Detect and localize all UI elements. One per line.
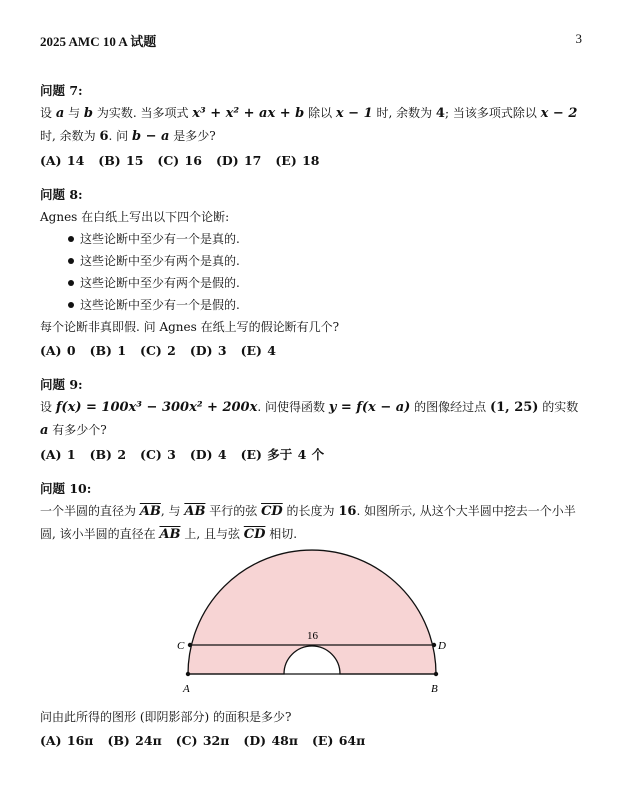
q7-choice-a: (A) 14 bbox=[40, 153, 85, 168]
q10-choice-b: (B) 24π bbox=[107, 733, 162, 748]
q9-choice-d: (D) 4 bbox=[189, 447, 227, 462]
q8-item: 这些论断中至少有两个是假的. bbox=[68, 272, 588, 294]
q8-intro: Agnes 在白纸上写出以下四个论断: bbox=[40, 210, 230, 224]
label-c: C bbox=[177, 640, 185, 652]
q8-item: 这些论断中至少有一个是假的. bbox=[68, 294, 588, 316]
q10-choices bbox=[40, 730, 588, 752]
q8-choices bbox=[40, 340, 588, 362]
label-b: B bbox=[431, 683, 438, 695]
q9-choice-a: (A) 1 bbox=[40, 447, 76, 462]
q10-choice-e: (E) 64π bbox=[312, 733, 366, 748]
q8-item: 这些论断中至少有一个是真的. bbox=[68, 228, 588, 250]
q9-choice-c: (C) 3 bbox=[140, 447, 176, 462]
label-a: A bbox=[183, 683, 190, 695]
chord-length-label: 16 bbox=[307, 630, 318, 642]
point-b bbox=[434, 672, 438, 676]
q9-text: 设 f(x) = 100x³ − 300x² + 200x. 问使得函数 y = f(x − a) 的图像经过点 (1, 25) 的实数 a 有多少个? bbox=[40, 400, 579, 438]
shaded-region bbox=[188, 550, 436, 674]
page-number: 3 bbox=[575, 31, 582, 46]
q8-choice-d: (D) 3 bbox=[189, 343, 227, 358]
q10-choice-c: (C) 32π bbox=[175, 733, 230, 748]
q8-title: 问题 8: bbox=[40, 187, 83, 202]
point-c bbox=[188, 643, 192, 647]
q9-choice-b: (B) 2 bbox=[89, 447, 127, 462]
page-header bbox=[40, 31, 582, 50]
q8-choice-a: (A) 0 bbox=[40, 343, 76, 358]
q10-choice-a: (A) 16π bbox=[40, 733, 94, 748]
q9-choice-e: (E) 多于 4 个 bbox=[240, 447, 325, 462]
q8-choice-b: (B) 1 bbox=[89, 343, 127, 358]
question-7 bbox=[40, 80, 588, 172]
q10-title: 问题 10: bbox=[40, 481, 92, 496]
question-10 bbox=[40, 478, 588, 546]
q10-choice-d: (D) 48π bbox=[243, 733, 298, 748]
q8-item: 这些论断中至少有两个是真的. bbox=[68, 250, 588, 272]
q9-title: 问题 9: bbox=[40, 377, 83, 392]
q8-list bbox=[40, 228, 588, 316]
q8-choice-c: (C) 2 bbox=[140, 343, 176, 358]
question-8 bbox=[40, 184, 588, 362]
q7-choices bbox=[40, 150, 588, 172]
q10-text: 一个半圆的直径为 $\overline{AB}$, 与 $\overline{AB}$ 平行的弦 $\overline{CD}$ 的长度为 16. 如图所示, 从这个大半圆中挖去一个小半圆, 该小半圆的直径在 $\overline{AB}$ 上, 且与弦 $\overline{CD}$ 相切. bbox=[40, 504, 576, 542]
semicircle-figure bbox=[170, 548, 460, 700]
header-title: 2025 AMC 10 A 试题 bbox=[40, 34, 157, 49]
q7-choice-c: (C) 16 bbox=[157, 153, 202, 168]
q7-choice-e: (E) 18 bbox=[275, 153, 320, 168]
q8-outro: 每个论断非真即假. 问 Agnes 在纸上写的假论断有几个? bbox=[40, 320, 340, 334]
q7-text: 设 a 与 b 为实数. 当多项式 x³ + x² + ax + b 除以 x − 1 时, 余数为 4; 当该多项式除以 x − 2 时, 余数为 6. 问 b − a 是多少? bbox=[40, 106, 578, 144]
point-d bbox=[432, 643, 436, 647]
q7-choice-b: (B) 15 bbox=[98, 153, 144, 168]
q10-question: 问由此所得的图形 (即阴影部分) 的面积是多少? bbox=[40, 710, 292, 724]
q7-title: 问题 7: bbox=[40, 83, 83, 98]
question-10-part2 bbox=[40, 706, 588, 752]
q8-choice-e: (E) 4 bbox=[240, 343, 276, 358]
question-9 bbox=[40, 374, 588, 466]
q7-choice-d: (D) 17 bbox=[215, 153, 262, 168]
q9-choices bbox=[40, 444, 588, 466]
label-d: D bbox=[438, 640, 446, 652]
point-a bbox=[186, 672, 190, 676]
